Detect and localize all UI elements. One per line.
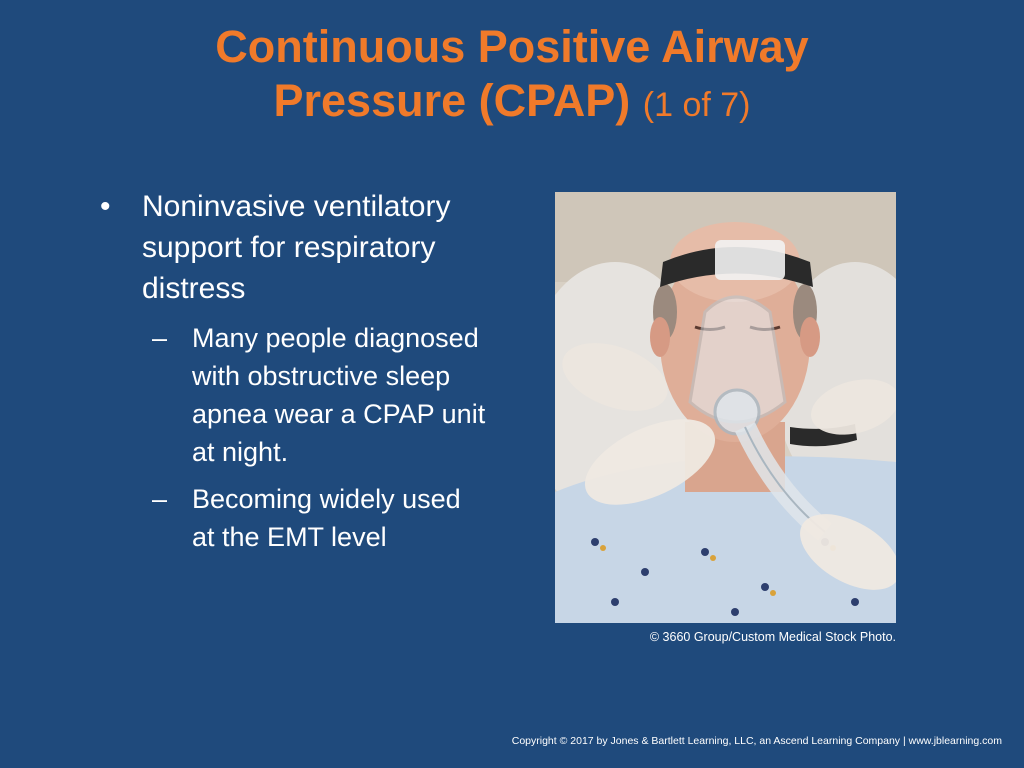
sub-bullet-marker: – bbox=[152, 484, 168, 514]
sub-bullet-item bbox=[152, 480, 490, 556]
sub-bullet-list bbox=[100, 319, 490, 556]
sub-bullet-text: Becoming widely used at the EMT level bbox=[192, 484, 461, 552]
title-line-2 bbox=[60, 74, 964, 132]
title-line-1: Continuous Positive Airway bbox=[215, 21, 809, 72]
bullet-text: Noninvasive ventilatory support for respiratory distress bbox=[142, 190, 451, 305]
copyright-footer: Copyright © 2017 by Jones & Bartlett Learning, LLC, an Ascend Learning Company | www.jblearning.com bbox=[511, 735, 1002, 747]
bullet-item bbox=[100, 186, 490, 309]
slide-title bbox=[60, 20, 964, 132]
photo-credit: © 3660 Group/Custom Medical Stock Photo. bbox=[649, 630, 896, 644]
cpap-illustration bbox=[555, 192, 896, 623]
sub-bullet-text: Many people diagnosed with obstructive sleep apnea wear a CPAP unit at night. bbox=[192, 323, 486, 467]
title-line-2-text: Pressure (CPAP) bbox=[273, 75, 631, 126]
sub-bullet-item bbox=[152, 319, 490, 471]
title-page-count: (1 of 7) bbox=[642, 86, 751, 124]
cpap-photo bbox=[555, 192, 896, 623]
bullet-marker: • bbox=[100, 190, 111, 223]
sub-bullet-marker: – bbox=[152, 323, 168, 353]
bullet-list bbox=[100, 186, 490, 565]
